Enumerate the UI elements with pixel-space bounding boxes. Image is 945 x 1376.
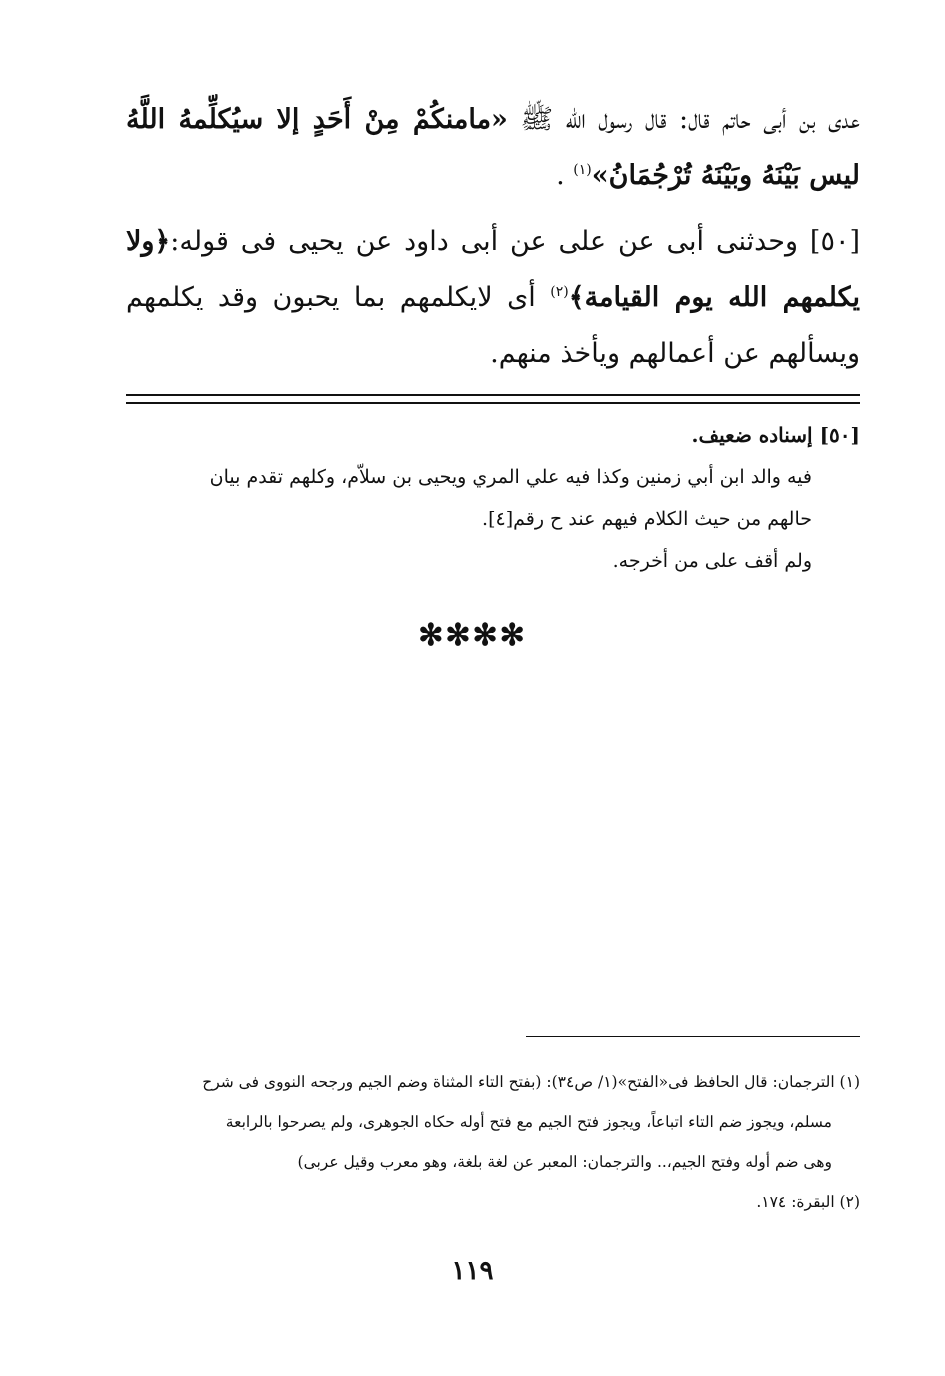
commentary-line: حالهم من حيث الكلام فيهم عند ح رقم[٤]. <box>482 508 812 530</box>
hadith-quote: «مامنكُمْ مِنْ أَحَدٍ إلا سيُكلِّمهُ اللَّهُ ليس بَيْنَهُ وبَيْنَهُ تُرْجُمَانُ» <box>126 104 860 191</box>
page-number: ١١٩ <box>451 1256 494 1286</box>
quran-quote: ﴿ولا يكلمهم الله يوم القيامة﴾ <box>126 226 860 313</box>
footnote-1-continuation: وهى ضم أوله وفتح الجيم،.. والترجمان: المعبر عن لغة بلغة، وهو معرب وقيل عربى) <box>297 1153 832 1171</box>
commentary-body <box>126 456 860 582</box>
paragraph-1-intro: عدى بن أبى حاتم قال: قال رسول الله ﷺ <box>520 104 860 135</box>
footnote-marker-2: (٢) <box>550 284 569 300</box>
footnotes <box>126 1062 860 1222</box>
paragraph-2 <box>126 214 860 382</box>
commentary-heading: [٥٠] إسناده ضعيف. <box>691 423 860 447</box>
commentary-line: ولم أقف على من أخرجه. <box>612 550 812 572</box>
footnote-1-continuation: مسلم، ويجوز ضم التاء اتباعاً، ويجوز فتح الجيم مع فتح أوله حكاه الجوهرى، ولم يصرحوا بالرابعة <box>225 1113 832 1131</box>
commentary-line: فيه والد ابن أبي زمنين وكذا فيه علي المري ويحيى بن سلاّم، وكلهم تقدم بيان <box>209 466 812 488</box>
footnote-marker-1: (١) <box>573 162 592 178</box>
paragraph-1 <box>126 92 860 204</box>
paragraph-2-intro: [٥٠] وحدثنى أبى عن على عن أبى داود عن يحيى فى قوله: <box>170 226 860 257</box>
footnote-1: (١) الترجمان: قال الحافظ فى«الفتح»(١/ ص٣٤): (بفتح التاء المثناة وضم الجيم ورجحه النووى فى شرح <box>202 1073 860 1091</box>
footnote-2: (٢) البقرة: ١٧٤. <box>756 1193 860 1211</box>
paragraph-1-end: . <box>556 160 565 191</box>
paragraph-2-body: أى لايكلمهم بما يحبون وقد يكلمهم ويسألهم عن أعمالهم ويأخذ منهم. <box>126 282 860 369</box>
double-divider <box>126 394 860 404</box>
footnote-divider <box>526 1036 860 1037</box>
commentary-section <box>126 414 860 582</box>
star-separator: ✻✻✻✻ <box>418 618 527 653</box>
main-text <box>126 92 860 382</box>
